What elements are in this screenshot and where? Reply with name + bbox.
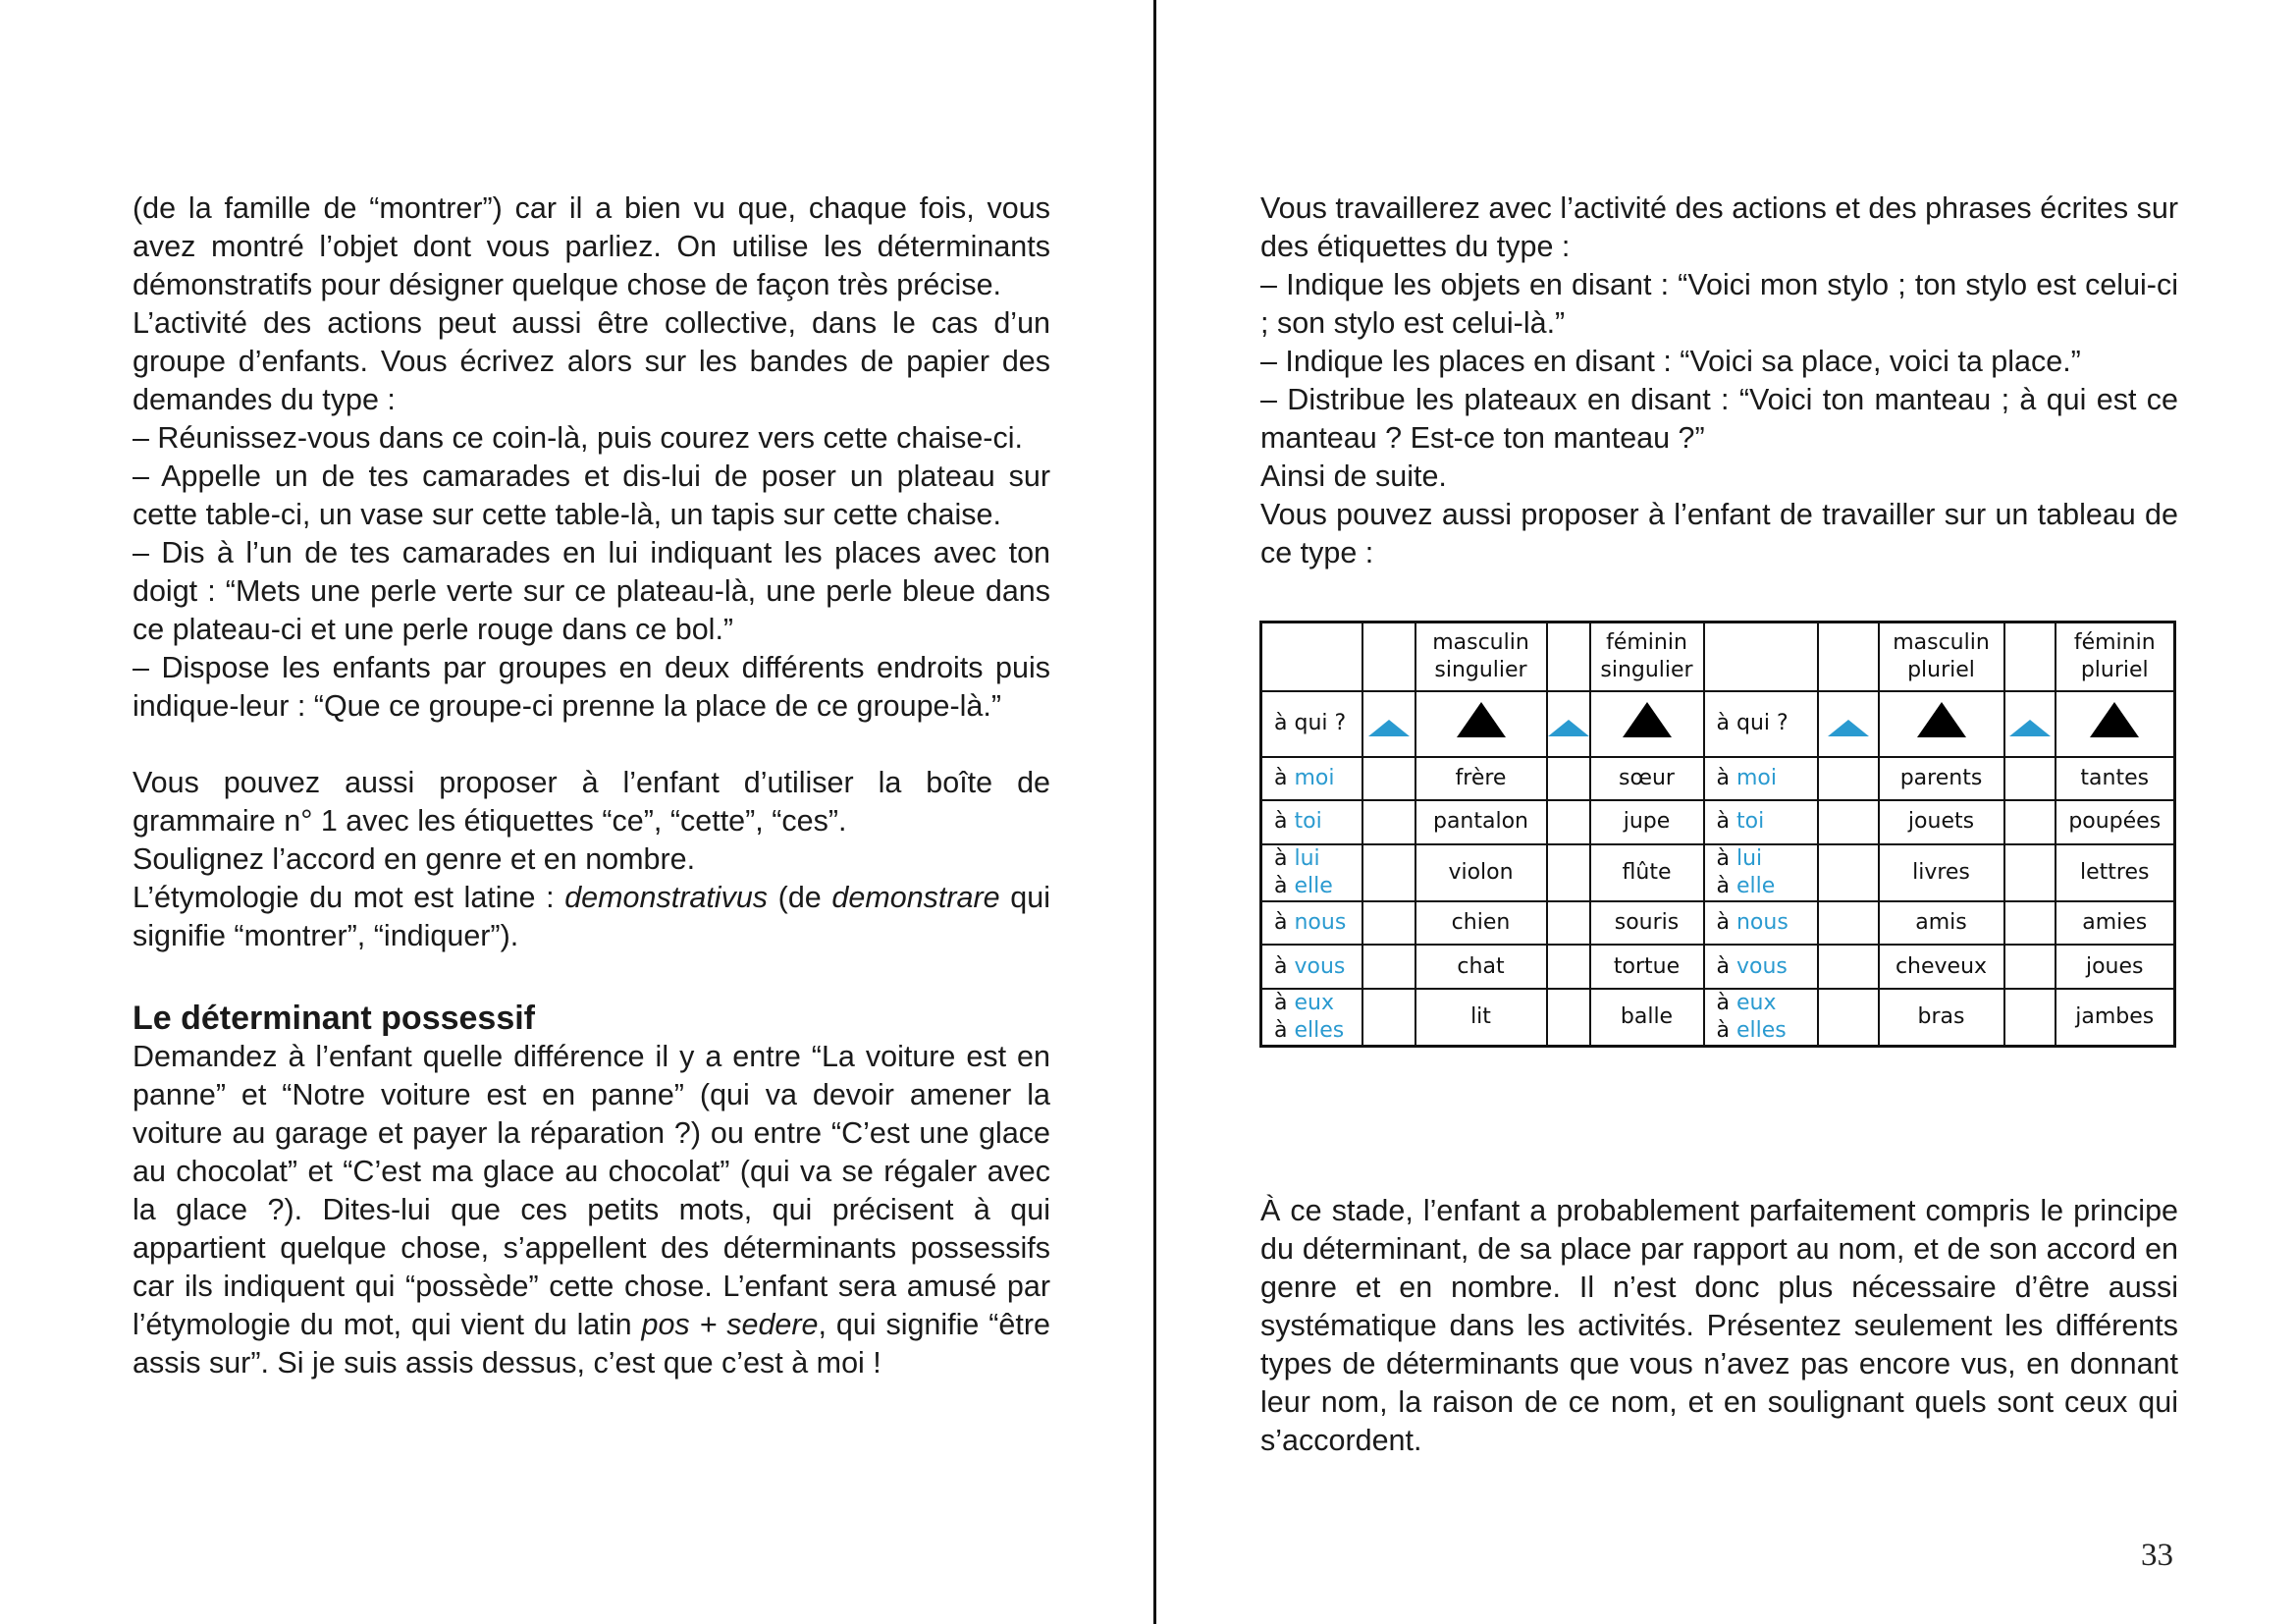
pronoun-cell [1704, 989, 1818, 1047]
paragraph: Soulignez l’accord en genre et en nombre. [133, 842, 696, 876]
preposition: à [1716, 765, 1730, 790]
black-triangle-icon [2090, 702, 2139, 737]
noun-cell: souris [1590, 901, 1704, 946]
pronoun: vous [1294, 953, 1346, 979]
left-text-column [133, 189, 1050, 1382]
noun-cell: pantalon [1415, 800, 1547, 844]
empty-cell [1547, 800, 1590, 844]
preposition: à [1274, 845, 1288, 871]
symbol-cell [1415, 691, 1547, 757]
preposition: à [1274, 953, 1288, 979]
noun-cell: tortue [1590, 945, 1704, 989]
noun-cell: violon [1415, 844, 1547, 901]
paragraph [133, 1038, 1050, 1382]
pronoun-cell [1261, 945, 1362, 989]
pronoun: eux [1294, 990, 1334, 1015]
pronoun: lui [1294, 845, 1320, 871]
paragraph: Vous travaillerez avec l’activité des actions et des phrases écrites sur des étiquettes du type : [1260, 191, 2178, 263]
empty-cell [1818, 945, 1879, 989]
table-row [1261, 844, 2175, 901]
empty-cell [1547, 989, 1590, 1047]
pronoun: elles [1735, 1017, 1787, 1043]
symbol-row [1261, 691, 2175, 757]
noun-cell: joues [2056, 945, 2175, 989]
table-row [1261, 757, 2175, 801]
empty-cell [1362, 623, 1415, 691]
text: L’étymologie du mot est latine : [133, 881, 565, 914]
right-text-column [1260, 189, 2178, 572]
preposition: à [1274, 765, 1288, 790]
blue-triangle-icon [2009, 720, 2051, 736]
empty-cell [2004, 623, 2056, 691]
empty-cell [1362, 989, 1415, 1047]
pronoun-cell [1704, 945, 1818, 989]
right-text-column-bottom [1260, 1192, 2178, 1460]
pronoun-cell [1261, 901, 1362, 946]
symbol-cell [1590, 691, 1704, 757]
header-masculin-singulier: masculin singulier [1415, 623, 1547, 691]
noun-cell: parents [1879, 757, 2004, 801]
paragraph: À ce stade, l’enfant a probablement parfaitement compris le principe du déterminant, de sa place par rapport au nom, et de son accord en genre et en nombre. Il n’est donc plus nécessaire d’être aussi systématique dans les activités. Présentez seulement les différents types de déterminants que vous n’avez pas encore vus, en donnant leur nom, la raison de ce nom, et en soulignant quels sont ceux qui s’accordent. [1260, 1194, 2178, 1457]
noun-cell: jouets [1879, 800, 2004, 844]
preposition: à [1274, 909, 1288, 935]
noun-cell: poupées [2056, 800, 2175, 844]
blue-triangle-icon [1828, 720, 1869, 736]
black-triangle-icon [1457, 702, 1506, 737]
noun-cell: amis [1879, 901, 2004, 946]
noun-cell: flûte [1590, 844, 1704, 901]
empty-cell [1818, 623, 1879, 691]
list-item: – Appelle un de tes camarades et dis-lui de poser un plateau sur cette table-ci, un vase sur cette table-là, un tapis sur cette chaise. [133, 460, 1050, 531]
empty-cell [1818, 800, 1879, 844]
empty-cell [1362, 945, 1415, 989]
empty-cell [1547, 844, 1590, 901]
list-item: – Indique les objets en disant : “Voici mon stylo ; ton stylo est celui-ci ; son stylo est celui-là.” [1260, 268, 2178, 340]
empty-cell [1362, 800, 1415, 844]
pronoun-cell [1261, 800, 1362, 844]
noun-cell: sœur [1590, 757, 1704, 801]
preposition: à [1274, 873, 1288, 898]
empty-cell [1547, 757, 1590, 801]
symbol-cell [2004, 691, 2056, 757]
empty-cell [1547, 623, 1590, 691]
noun-cell: cheveux [1879, 945, 2004, 989]
empty-cell [1362, 757, 1415, 801]
empty-cell [1818, 989, 1879, 1047]
empty-cell [1818, 844, 1879, 901]
symbol-cell [1879, 691, 2004, 757]
a-qui-cell: à qui ? [1261, 691, 1362, 757]
paragraph: L’activité des actions peut aussi être collective, dans le cas d’un groupe d’enfants. Vous écrivez alors sur les bandes de papier des demandes du type : [133, 306, 1050, 416]
noun-cell: chien [1415, 901, 1547, 946]
noun-cell: amies [2056, 901, 2175, 946]
noun-cell: livres [1879, 844, 2004, 901]
page-number: 33 [2141, 1538, 2173, 1573]
preposition: à [1716, 873, 1730, 898]
list-item: – Dis à l’un de tes camarades en lui indiquant les places avec ton doigt : “Mets une perle verte sur ce plateau-là, une perle bleue dans ce plateau-ci et une perle rouge dans ce bol.” [133, 536, 1050, 646]
empty-cell [1362, 901, 1415, 946]
pronoun: moi [1294, 765, 1335, 790]
etymology-paragraph [133, 879, 1050, 955]
empty-cell [2004, 844, 2056, 901]
pronoun: lui [1735, 845, 1763, 871]
empty-cell [1818, 757, 1879, 801]
paragraph: (de la famille de “montrer”) car il a bien vu que, chaque fois, vous avez montré l’objet dont vous parliez. On utilise les déterminants démonstratifs pour désigner quelque chose de façon très précise. [133, 191, 1050, 301]
text: , qui signifie “être assis sur”. Si je suis assis dessus, c’est que c’est à moi ! [133, 1308, 1050, 1380]
pronoun: nous [1294, 909, 1347, 935]
section-heading: Le déterminant possessif [133, 1000, 536, 1037]
latin-word: pos + sedere [641, 1308, 819, 1341]
pronoun: elle [1294, 873, 1333, 898]
header-row [1261, 623, 2175, 691]
preposition: à [1716, 1017, 1730, 1043]
noun-cell: tantes [2056, 757, 2175, 801]
noun-cell: lettres [2056, 844, 2175, 901]
pronoun-cell [1261, 989, 1362, 1047]
pronoun: toi [1735, 809, 1765, 835]
table-row [1261, 901, 2175, 946]
pronoun-cell [1704, 844, 1818, 901]
text: (de [768, 881, 832, 914]
paragraph: Vous pouvez aussi proposer à l’enfant de travailler sur un tableau de ce type : [1260, 498, 2178, 569]
pronoun: moi [1735, 765, 1777, 790]
blue-triangle-icon [1368, 720, 1410, 736]
preposition: à [1716, 953, 1730, 979]
header-masculin-pluriel: masculin pluriel [1879, 623, 2004, 691]
text: qui signifie “montrer”, “indiquer”). [133, 881, 1050, 952]
pronoun-cell [1704, 757, 1818, 801]
table-row [1261, 989, 2175, 1047]
empty-cell [2004, 757, 2056, 801]
blue-triangle-icon [1548, 720, 1589, 736]
pronoun-cell [1261, 844, 1362, 901]
empty-cell [1818, 901, 1879, 946]
pronoun: vous [1735, 953, 1788, 979]
preposition: à [1274, 809, 1288, 835]
noun-cell: lit [1415, 989, 1547, 1047]
symbol-cell [1362, 691, 1415, 757]
list-item: – Réunissez-vous dans ce coin-là, puis courez vers cette chaise-ci. [133, 421, 1023, 455]
pronoun-cell [1261, 757, 1362, 801]
pronoun: eux [1735, 990, 1777, 1015]
empty-cell [1547, 901, 1590, 946]
symbol-cell [1547, 691, 1590, 757]
header-feminin-pluriel: féminin pluriel [2056, 623, 2175, 691]
black-triangle-icon [1917, 702, 1966, 737]
a-qui-cell: à qui ? [1704, 691, 1818, 757]
empty-cell [1261, 623, 1362, 691]
latin-word: demonstrare [831, 881, 1000, 914]
pronoun: nous [1735, 909, 1789, 935]
list-item: – Distribue les plateaux en disant : “Voici ton manteau ; à qui est ce manteau ? Est-ce ton manteau ?” [1260, 383, 2178, 455]
preposition: à [1716, 845, 1730, 871]
pronoun-cell [1704, 901, 1818, 946]
latin-word: demonstrativus [564, 881, 769, 914]
empty-cell [2004, 945, 2056, 989]
noun-cell: jambes [2056, 989, 2175, 1047]
preposition: à [1716, 809, 1730, 835]
noun-cell: frère [1415, 757, 1547, 801]
empty-cell [1547, 945, 1590, 989]
symbol-cell [2056, 691, 2175, 757]
black-triangle-icon [1623, 702, 1672, 737]
pronoun: elle [1735, 873, 1776, 898]
noun-cell: balle [1590, 989, 1704, 1047]
preposition: à [1274, 990, 1288, 1015]
empty-cell [1362, 844, 1415, 901]
pronoun: elles [1294, 1017, 1345, 1043]
symbol-cell [1818, 691, 1879, 757]
preposition: à [1716, 990, 1730, 1015]
empty-cell [2004, 901, 2056, 946]
empty-cell [1704, 623, 1818, 691]
pronoun: toi [1294, 809, 1322, 835]
text: Demandez à l’enfant quelle différence il y a entre “La voiture est en panne” et “Notre voiture est en panne” (qui va devoir amener la voiture au garage et payer la réparation ?) ou entre “C’est une glace au chocolat” et “C’est ma glace au chocolat” (qui va se régaler avec la glace ?). Dites-lui que ces petits mots, qui précisent à qui appartient quelque chose, s’appellent des déterminants possessifs car ils indiquent qui “possède” cette chose. L’enfant sera amusé par l’étymologie du mot, qui vient du latin [133, 1040, 1050, 1341]
noun-cell: bras [1879, 989, 2004, 1047]
list-item: – Dispose les enfants par groupes en deux différents endroits puis indique-leur : “Que ce groupe-ci prenne la place de ce groupe-là.” [133, 651, 1050, 723]
pronoun-cell [1704, 800, 1818, 844]
list-item: – Indique les places en disant : “Voici sa place, voici ta place.” [1260, 345, 2081, 378]
empty-cell [2004, 800, 2056, 844]
empty-cell [2004, 989, 2056, 1047]
noun-cell: jupe [1590, 800, 1704, 844]
paragraph: Ainsi de suite. [1260, 460, 1447, 493]
table-row [1261, 800, 2175, 844]
preposition: à [1716, 909, 1730, 935]
paragraph: Vous pouvez aussi proposer à l’enfant d’utiliser la boîte de grammaire n° 1 avec les étiquettes “ce”, “cette”, “ces”. [133, 766, 1050, 838]
noun-cell: chat [1415, 945, 1547, 989]
preposition: à [1274, 1017, 1288, 1043]
table-row [1261, 945, 2175, 989]
right-page [1156, 0, 2296, 1624]
header-feminin-singulier: féminin singulier [1590, 623, 1704, 691]
possessive-table [1259, 621, 2176, 1048]
